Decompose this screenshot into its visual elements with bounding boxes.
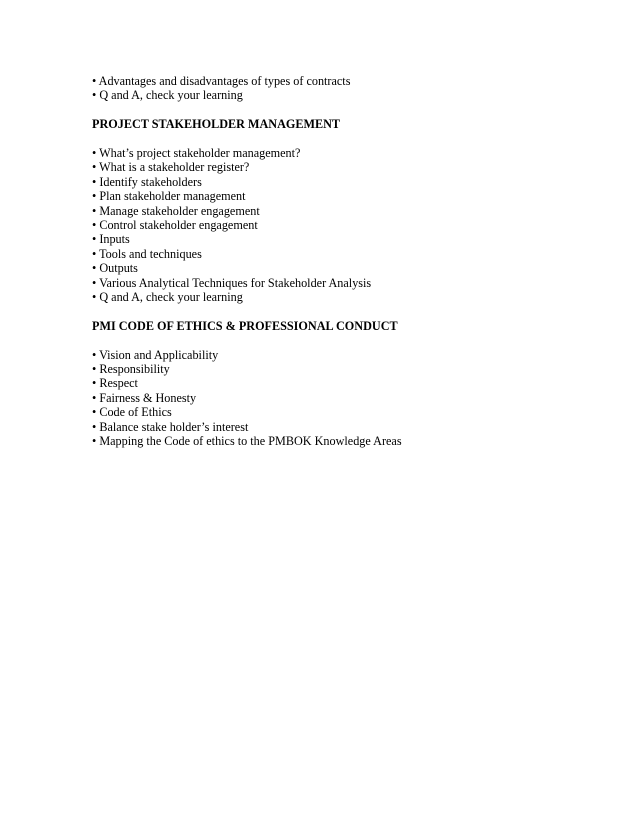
list-item: • Code of Ethics [92, 405, 172, 420]
list-item: • Outputs [92, 261, 138, 276]
list-item: • Tools and techniques [92, 246, 202, 261]
list-item: • Respect [92, 376, 138, 391]
code-of-ethics-list [92, 348, 612, 449]
section-heading-code-of-ethics: PMI CODE OF ETHICS & PROFESSIONAL CONDUCT [92, 318, 398, 333]
list-item: • Q and A, check your learning [92, 88, 243, 103]
list-item: • Various Analytical Techniques for Stakeholder Analysis [92, 275, 372, 290]
section-heading-stakeholder-management: PROJECT STAKEHOLDER MANAGEMENT [92, 117, 341, 132]
list-item: • Vision and Applicability [92, 347, 219, 362]
list-item: • Q and A, check your learning [92, 290, 243, 305]
list-item: • Mapping the Code of ethics to the PMBOK Knowledge Areas [92, 434, 402, 449]
list-item: • What’s project stakeholder management? [92, 146, 301, 160]
list-item: • Inputs [92, 232, 130, 247]
list-item: • Manage stakeholder engagement [92, 203, 260, 218]
list-item: • Identify stakeholders [92, 174, 202, 189]
list-item: • Responsibility [92, 362, 170, 377]
stakeholder-management-list [92, 146, 612, 304]
list-item: • Fairness & Honesty [92, 390, 197, 405]
list-item: • Control stakeholder engagement [92, 218, 258, 233]
list-item: • Balance stake holder’s interest [92, 419, 249, 434]
list-item: • Plan stakeholder management [92, 189, 246, 204]
list-item: • What is a stakeholder register? [92, 160, 250, 175]
intro-list [92, 74, 612, 103]
document-content [92, 74, 612, 449]
list-item: • Advantages and disadvantages of types of contracts [92, 74, 351, 88]
